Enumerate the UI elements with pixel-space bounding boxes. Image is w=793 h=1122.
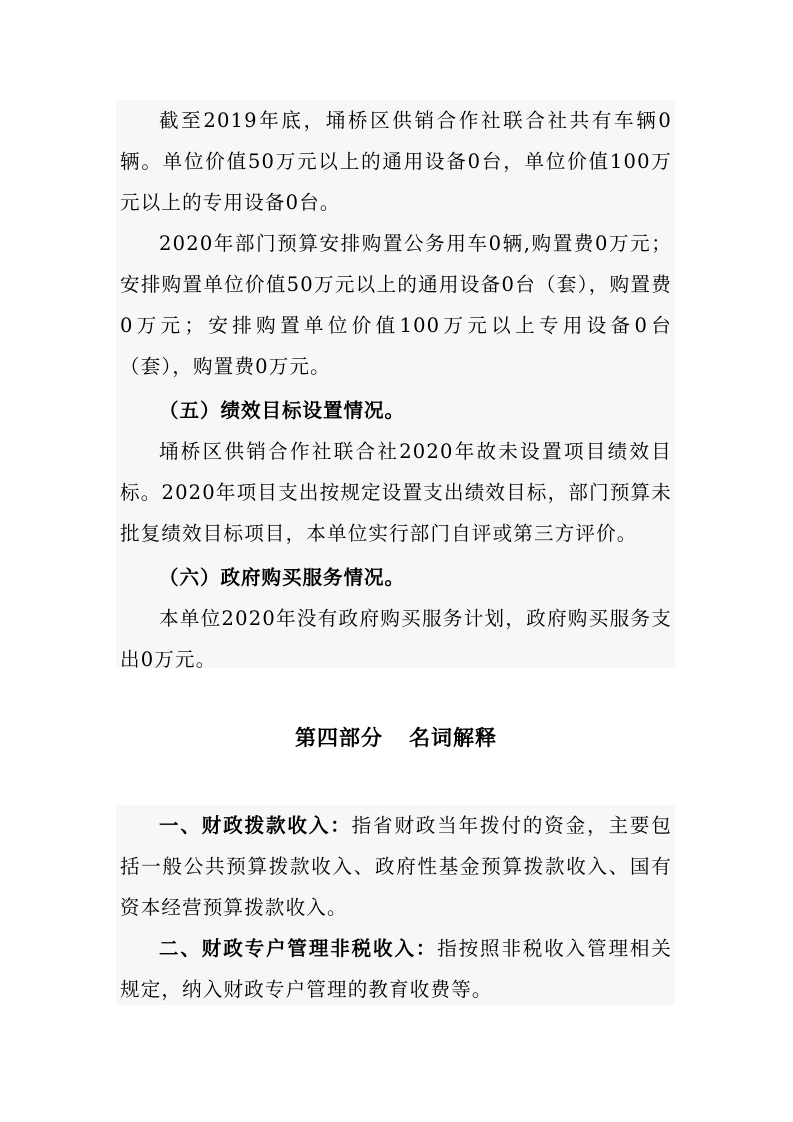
part-four-name: 名词解释 — [409, 726, 497, 750]
term-fiscal-appropriation-text: 指省财政当年拨付的资金，主要包括一般公共预算拨款收入、政府性基金预算拨款收入、国有资本经营预算拨款收入。 — [120, 814, 672, 919]
term-special-account-revenue-text: 指按照非税收入管理相关规定，纳入财政专户管理的教育收费等。 — [120, 937, 672, 1001]
vehicles-paragraph-2: 2020年部门预算安排购置公务用车0辆,购置费0万元；安排购置单位价值50万元以上的通用设备0台（套），购置费0万元；安排购置单位价值100万元以上专用设备0台（套），购置费0万元。 — [120, 232, 672, 378]
vehicles-paragraph-1: 截至2019年底，埇桥区供销合作社联合社共有车辆0辆。单位价值50万元以上的通用设备0台，单位价值100万元以上的专用设备0台。 — [120, 109, 672, 214]
part-four-title — [120, 716, 672, 760]
performance-heading: （五）绩效目标设置情况。 — [159, 399, 406, 422]
procurement-paragraph: 本单位2020年没有政府购买服务计划，政府购买服务支出0万元。 — [120, 607, 672, 671]
term-special-account-revenue-label: 二、财政专户管理非税收入： — [159, 937, 438, 960]
term-fiscal-appropriation — [120, 805, 672, 928]
performance-paragraph: 埇桥区供销合作社联合社2020年故未设置项目绩效目标。2020年项目支出按规定设置支出绩效目标，部门预算未批复绩效目标项目，本单位实行部门自评或第三方评价。 — [120, 440, 672, 545]
procurement-heading: （六）政府购买服务情况。 — [159, 566, 406, 589]
part-four-number: 第四部分 — [295, 726, 383, 750]
term-fiscal-appropriation-label: 一、财政拨款收入： — [159, 814, 352, 837]
term-special-account-revenue — [120, 928, 672, 1010]
